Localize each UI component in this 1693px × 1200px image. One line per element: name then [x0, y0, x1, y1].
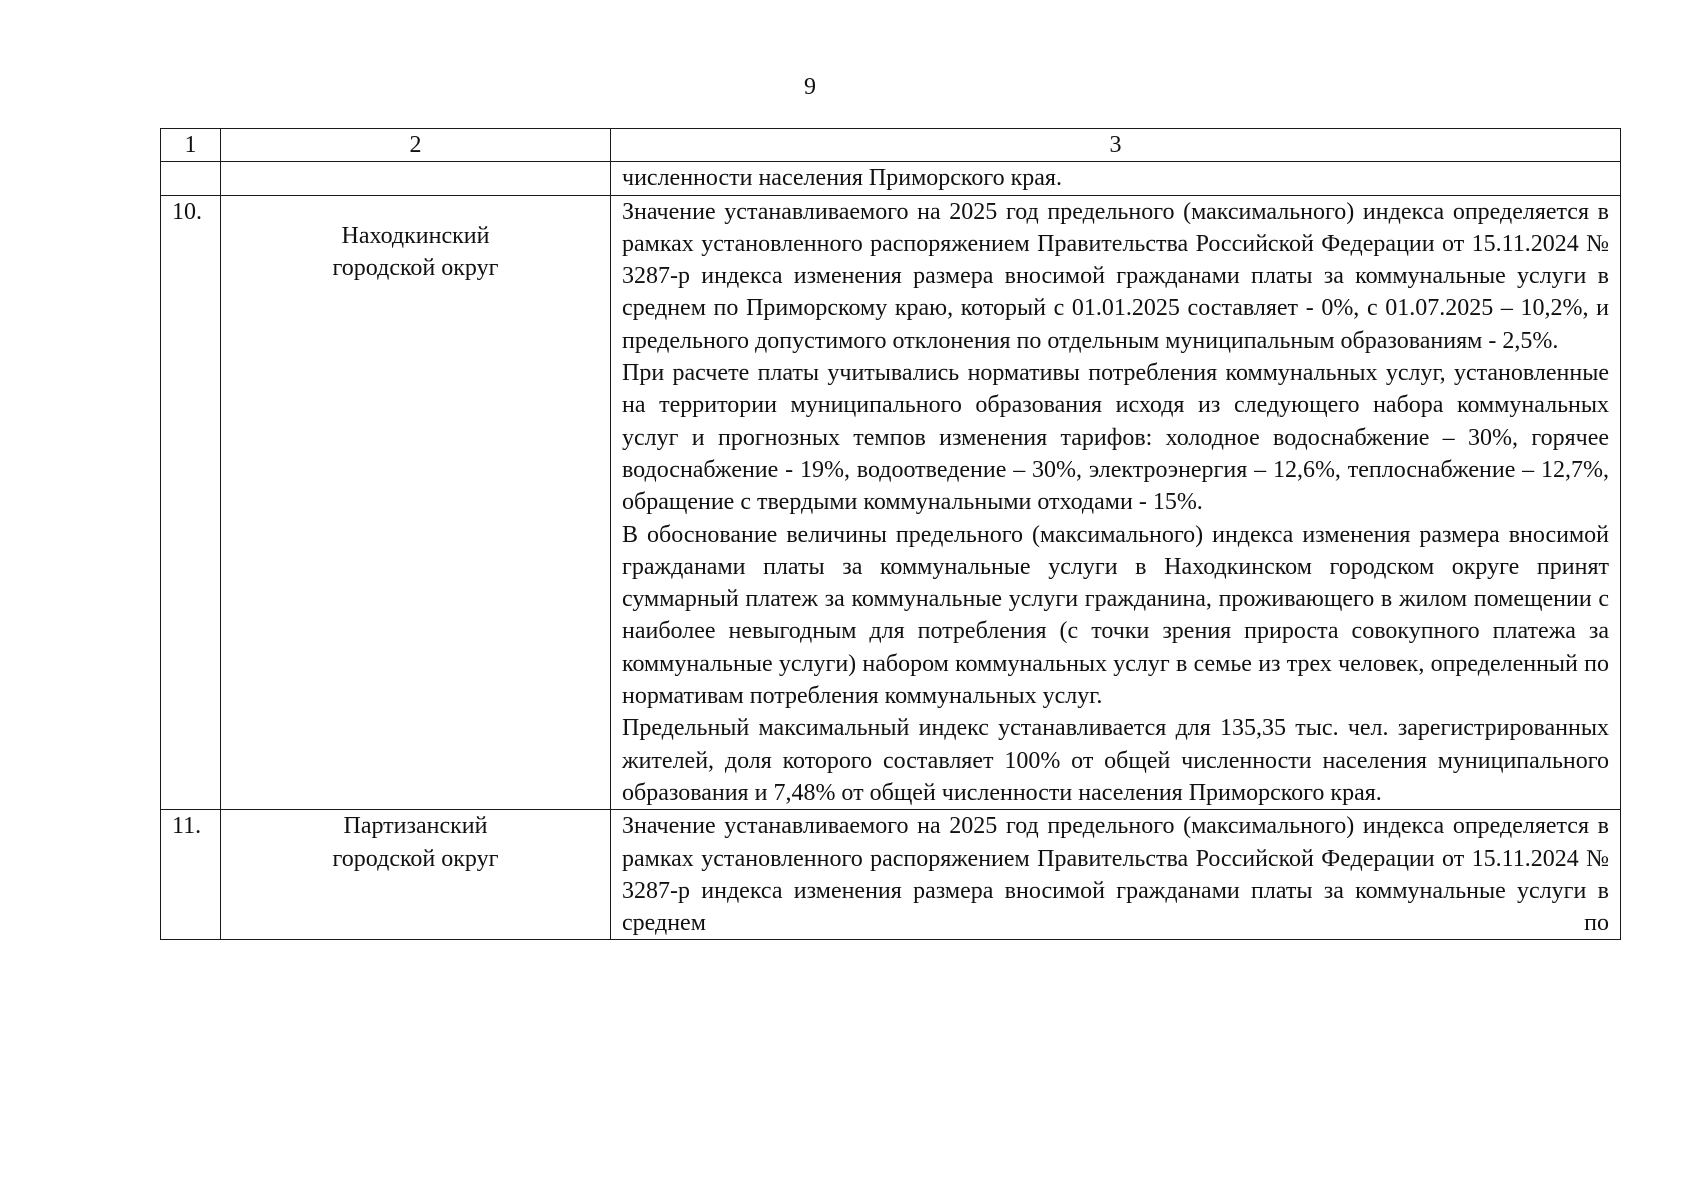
- description-paragraph: численности населения Приморского края.: [622, 165, 1062, 192]
- description-paragraph: Предельный максимальный индекс устанавливается для 135,35 тыс. чел. зарегистрированных жителей, доля которого составляет 100% от общей численности населения муниципального образования и 7,48% от общей численности населения Приморского края.: [622, 715, 1609, 806]
- description-paragraph: Значение устанавливаемого на 2025 год предельного (максимального) индекса определяется в рамках установленного распоряжением Правительства Российской Федерации от 15.11.2024 № 3287-р индекса изменения размера вносимой гражданами платы за коммунальные услуги в среднем по Приморскому краю, который с 01.01.2025 составляет - 0%, с 01.07.2025 – 10,2%, и предельного допустимого отклонения по отдельным муниципальным образованиям - 2,5%.: [622, 198, 1609, 354]
- page-number: 9: [804, 74, 816, 100]
- row-number: [161, 162, 221, 195]
- description-paragraph: При расчете платы учитывались нормативы потребления коммунальных услуг, установленные на территории муниципального образования исходя из следующего набора коммунальных услуг и прогнозных темпов изменения тарифов: холодное водоснабжение – 30%, горячее водоснабжение - 19%, водоотведение – 30%, электроэнергия – 12,6%, теплоснабжение – 12,7%, обращение с твердыми коммунальными отходами - 15%.: [622, 360, 1609, 516]
- municipality-name: Находкинский городской округ: [221, 195, 611, 810]
- table-row-11: [161, 810, 1621, 940]
- table-row-continuation: [161, 162, 1621, 195]
- description-cell: [611, 162, 1621, 195]
- table-row-10: [161, 195, 1621, 810]
- row-number: 11.: [161, 810, 221, 940]
- description-cell: [611, 810, 1621, 940]
- municipal-index-table: [160, 128, 1621, 940]
- column-number-1: 1: [161, 129, 221, 162]
- municipality-name: Партизанский городской округ: [221, 810, 611, 940]
- column-number-3: 3: [611, 129, 1621, 162]
- column-numbers-row: [161, 129, 1621, 162]
- row-number: 10.: [161, 195, 221, 810]
- description-cell: [611, 195, 1621, 810]
- description-paragraph: Значение устанавливаемого на 2025 год предельного (максимального) индекса определяется в рамках установленного распоряжением Правительства Российской Федерации от 15.11.2024 № 3287-р индекса изменения размера вносимой гражданами платы за коммунальные услуги в среднем по: [622, 813, 1609, 937]
- description-paragraph: В обоснование величины предельного (максимального) индекса изменения размера вносимой гражданами платы за коммунальные услуги в Находкинском городском округе принят суммарный платеж за коммунальные услуги гражданина, проживающего в жилом помещении с наиболее невыгодным для потребления (с точки зрения прироста совокупного платежа за коммунальные услуги) набором коммунальных услуг в семье из трех человек, определенный по нормативам потребления коммунальных услуг.: [622, 521, 1609, 710]
- column-number-2: 2: [221, 129, 611, 162]
- municipality-name: [221, 162, 611, 195]
